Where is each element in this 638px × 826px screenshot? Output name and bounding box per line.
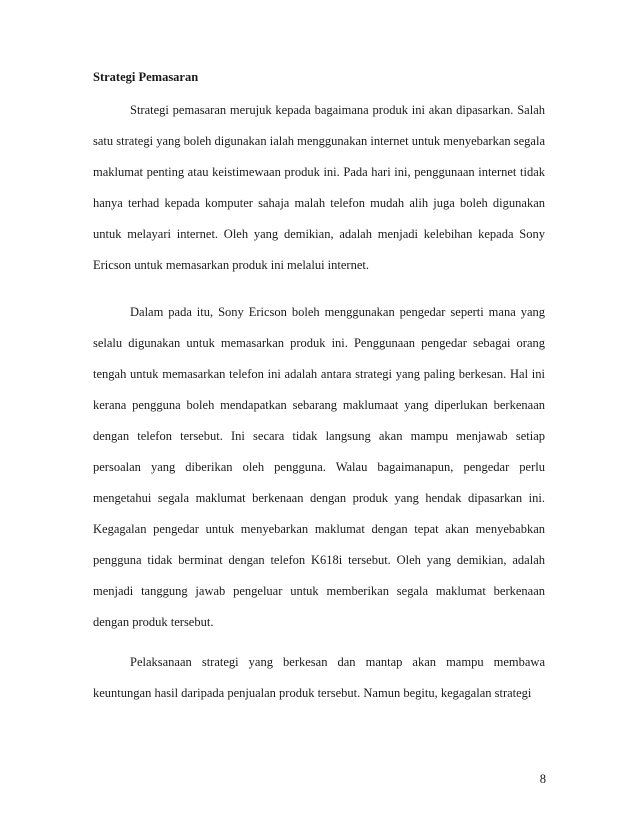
paragraph-1: Strategi pemasaran merujuk kepada bagaimana produk ini akan dipasarkan. Salah satu strategi yang boleh digunakan ialah menggunakan internet untuk menyebarkan segala maklumat penting atau keistimewaan produk ini. Pada hari ini, penggunaan internet tidak hanya terhad kepada komputer sahaja malah telefon mudah alih juga boleh digunakan untuk melayari internet. Oleh yang demikian, adalah menjadi kelebihan kepada Sony Ericson untuk memasarkan produk ini melalui internet. xyxy=(93,103,545,272)
paragraph-3: Pelaksanaan strategi yang berkesan dan mantap akan mampu membawa keuntungan hasil daripada penjualan produk tersebut. Namun begitu, kegagalan strategi xyxy=(93,655,545,700)
paragraph-2: Dalam pada itu, Sony Ericson boleh menggunakan pengedar seperti mana yang selalu digunakan untuk memasarkan produk ini. Penggunaan pengedar sebagai orang tengah untuk memasarkan telefon ini adalah antara strategi yang paling berkesan. Hal ini kerana pengguna boleh mendapatkan sebarang maklumaat yang diperlukan berkenaan dengan telefon tersebut. Ini secara tidak langsung akan mampu menjawab setiap persoalan yang diberikan oleh pengguna. Walau bagaimanapun, pengedar perlu mengetahui segala maklumat berkenaan dengan produk yang hendak dipasarkan ini. Kegagalan pengedar untuk menyebarkan maklumat dengan tepat akan menyebabkan pengguna tidak berminat dengan telefon K618i tersebut. Oleh yang demikian, adalah menjadi tanggung jawab pengeluar untuk memberikan segala maklumat berkenaan dengan produk tersebut. xyxy=(93,305,545,629)
section-heading: Strategi Pemasaran xyxy=(93,70,199,84)
page-number: 8 xyxy=(539,772,546,786)
